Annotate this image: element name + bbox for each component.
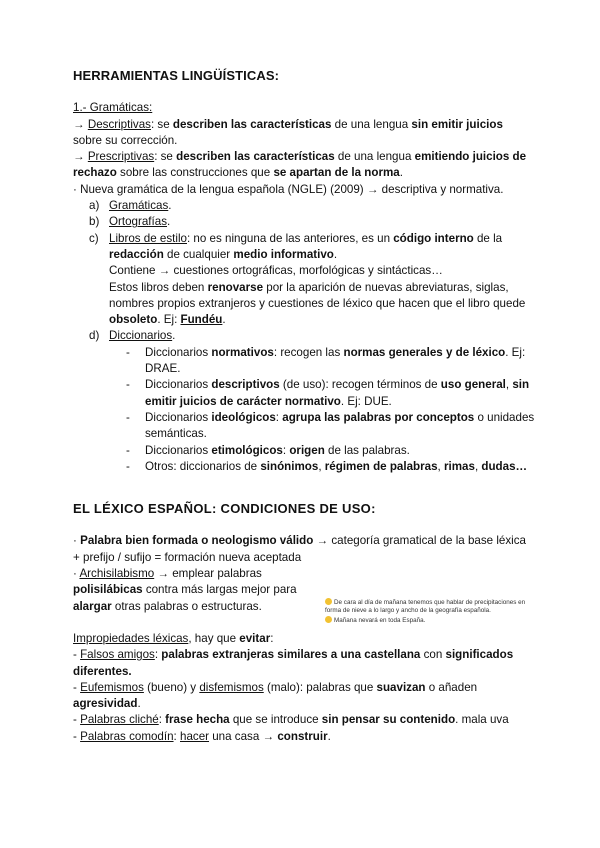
example-line-wrong: [325, 598, 535, 616]
bold-text: significados diferentes.: [73, 648, 514, 678]
term-hacer: hacer: [180, 729, 210, 743]
bold-text: describen las características: [176, 150, 335, 164]
bold-text: renovarse: [207, 280, 264, 294]
text: :: [270, 631, 274, 645]
paragraph-archisilabismo: [73, 566, 318, 615]
list-marker: -: [126, 410, 130, 424]
term-palabras-comodin: Palabras comodín: [80, 729, 174, 743]
text: Diccionarios: [145, 443, 212, 457]
text: otras palabras o estructuras.: [111, 599, 262, 613]
fundeu-text: Fundéu: [180, 313, 223, 327]
paragraph-prescriptivas: [73, 149, 535, 182]
text: → emplear palabras: [154, 567, 262, 581]
list-item: [73, 231, 535, 329]
text: Diccionarios: [145, 410, 212, 424]
smile-emoji-icon: [325, 616, 332, 623]
text: que se introduce: [229, 713, 322, 727]
item-ortografias: Ortografías: [109, 215, 167, 229]
term-archisilabismo: Archisilabismo: [79, 567, 155, 581]
text: por la aparición de nuevas abreviaturas, siglas, nombres propios extranjeros y cuestiones de léxico que hacen que el libro quede: [109, 280, 526, 310]
text: sobre las construcciones que: [116, 166, 274, 180]
paragraph-palabra-bien-formada: [73, 533, 535, 566]
text: . Ej: DUE.: [340, 394, 392, 408]
bold-text: sin emitir juicios: [411, 117, 503, 131]
text: : se: [150, 117, 173, 131]
text: .: [333, 247, 338, 261]
text: : recogen las: [273, 345, 344, 359]
text: . mala uva: [455, 713, 509, 727]
text: Diccionarios: [145, 378, 212, 392]
bold-text: frase hecha: [165, 713, 230, 727]
libros-de-estilo-text: [109, 231, 535, 264]
example-text: Mañana nevará en toda España.: [334, 616, 426, 624]
list-item: [73, 214, 535, 230]
text: , hay que: [188, 631, 240, 645]
text: :: [154, 648, 162, 662]
text: . Ej: DRAE.: [145, 345, 526, 376]
contiene-text: Contiene → cuestiones ortográficas, morfológicas y sintácticas…: [109, 264, 443, 278]
list-item: [73, 198, 535, 214]
bold-text: redacción: [109, 247, 164, 261]
list-marker: -: [126, 378, 130, 392]
paragraph-eufemismos: [73, 680, 535, 713]
list-marker: d): [89, 329, 100, 343]
paragraph-palabras-comodin: [73, 729, 535, 745]
text: :: [282, 443, 290, 457]
text: ·: [73, 567, 80, 581]
text: con: [420, 648, 446, 662]
text: .: [399, 166, 403, 180]
list-marker: c): [89, 231, 99, 245]
example-image: [325, 598, 535, 625]
term-palabras-cliche: Palabras cliché: [80, 713, 159, 727]
dictionaries-list: [73, 345, 535, 475]
bold-text: suavizan: [376, 680, 426, 694]
term-descriptivas: Descriptivas: [87, 117, 151, 131]
term-disfemismos: disfemismos: [199, 680, 264, 694]
text: de las palabras.: [324, 443, 410, 457]
bold-text: Palabra bien formada o neologismo válido: [80, 534, 314, 548]
renovarse-text: [109, 280, 535, 329]
term-eufemismos: Eufemismos: [80, 680, 144, 694]
bold-text: sin emitir juicios de carácter normativo: [145, 378, 530, 408]
bold-text: normativos: [211, 345, 274, 359]
item-diccionarios: Diccionarios: [109, 329, 173, 343]
tools-list: [73, 198, 535, 345]
text: contra más largas mejor para: [142, 583, 297, 597]
list-item: [73, 328, 535, 344]
text: : se: [154, 150, 177, 164]
bold-text: obsoleto: [109, 313, 158, 327]
text: Otros: diccionarios de: [145, 459, 261, 473]
arrow-text: →: [73, 117, 88, 131]
text: -: [73, 729, 81, 743]
text: ,: [505, 378, 513, 392]
example-line-right: [325, 616, 535, 625]
text: de la: [473, 231, 503, 245]
text: ,: [474, 459, 482, 473]
text: : no es ninguna de las anteriores, es un: [186, 231, 394, 245]
list-marker: -: [126, 459, 130, 473]
example-text: De cara al día de mañana tenemos que hablar de precipitaciones en forma de nieve a lo largo y ancho de la geografía española.: [325, 599, 526, 615]
bold-text: descriptivos: [211, 378, 280, 392]
bold-text: rimas: [444, 459, 475, 473]
bold-text: régimen de palabras: [324, 459, 438, 473]
text: Estos libros deben: [109, 280, 208, 294]
bold-text: construir: [277, 729, 328, 743]
text: Diccionarios: [145, 345, 212, 359]
list-item: [73, 410, 535, 443]
bold-text: alargar: [73, 599, 112, 613]
bold-text: dudas…: [481, 459, 528, 473]
list-item: [73, 377, 535, 410]
bold-text: sin pensar su contenido: [321, 713, 456, 727]
text: .: [167, 215, 171, 229]
text: sobre su corrección.: [73, 133, 178, 147]
sad-emoji-icon: [325, 598, 332, 605]
list-marker: -: [126, 443, 130, 457]
list-marker: b): [89, 215, 100, 229]
bold-text: emitiendo juicios de rechazo: [73, 150, 527, 180]
bold-text: evitar: [239, 631, 271, 645]
term-prescriptivas: Prescriptivas: [87, 150, 155, 164]
text: de una lengua: [331, 117, 412, 131]
text: -: [73, 680, 81, 694]
bold-text: polisilábicas: [73, 583, 143, 597]
item-gramaticas: Gramáticas: [109, 199, 169, 213]
term-impropiedades: Impropiedades léxicas: [73, 631, 189, 645]
heading-gramaticas: 1.- Gramáticas:: [73, 101, 153, 115]
bold-text: normas generales y de léxico: [343, 345, 506, 359]
bold-text: origen: [289, 443, 325, 457]
bold-text: se apartan de la norma: [273, 166, 400, 180]
bold-text: sinónimos: [260, 459, 319, 473]
term-falsos-amigos: Falsos amigos: [80, 648, 155, 662]
text: de cualquier: [163, 247, 234, 261]
paragraph-impropiedades: [73, 631, 535, 647]
list-marker: -: [126, 345, 130, 359]
text: .: [222, 313, 226, 327]
bold-text: palabras extranjeras similares a una castellana: [161, 648, 421, 662]
text: . Ej:: [157, 313, 181, 327]
list-item: [73, 459, 535, 475]
paragraph-descriptivas: [73, 117, 535, 150]
text: :: [173, 729, 180, 743]
document-page: [73, 68, 535, 745]
text: .: [172, 329, 176, 343]
text: (malo): palabras que: [263, 680, 377, 694]
text: -: [73, 648, 81, 662]
bold-text: etimológicos: [211, 443, 283, 457]
item-libros-de-estilo: Libros de estilo: [109, 231, 187, 245]
bold-text: medio informativo: [233, 247, 334, 261]
section-title-lexico: EL LÉXICO ESPAÑOL: CONDICIONES DE USO:: [73, 501, 376, 517]
text: .: [137, 697, 141, 711]
text: → categoría gramatical de la base léxica + prefijo / sufijo = formación nueva aceptada: [73, 534, 526, 564]
text: ,: [318, 459, 325, 473]
bold-text: agrupa las palabras por conceptos: [282, 410, 475, 424]
text: ,: [437, 459, 444, 473]
text: :: [275, 410, 283, 424]
paragraph-ngle: · Nueva gramática de la lengua española (NGLE) (2009) → descriptiva y normativa.: [73, 182, 504, 196]
text: (bueno) y: [143, 680, 200, 694]
text: o añaden: [425, 680, 478, 694]
paragraph-palabras-cliche: [73, 712, 535, 728]
bold-text: agresividad: [73, 697, 138, 711]
text: ·: [73, 534, 81, 548]
bold-text: describen las características: [172, 117, 332, 131]
text: .: [327, 729, 331, 743]
section-title-herramientas: HERRAMIENTAS LINGÜÍSTICAS:: [73, 68, 280, 83]
bold-text: uso general: [440, 378, 506, 392]
bold-text: código interno: [393, 231, 474, 245]
text: -: [73, 713, 81, 727]
paragraph-falsos-amigos: [73, 647, 535, 680]
text: o unidades semánticas.: [145, 410, 535, 441]
list-item: [73, 443, 535, 459]
text: de una lengua: [334, 150, 415, 164]
list-marker: a): [89, 199, 100, 213]
list-item: [73, 345, 535, 378]
bold-text: ideológicos: [211, 410, 276, 424]
text: (de uso): recogen términos de: [279, 378, 441, 392]
text: :: [158, 713, 166, 727]
text: .: [168, 199, 172, 213]
text: una casa →: [209, 729, 278, 743]
arrow-text: →: [73, 150, 88, 164]
